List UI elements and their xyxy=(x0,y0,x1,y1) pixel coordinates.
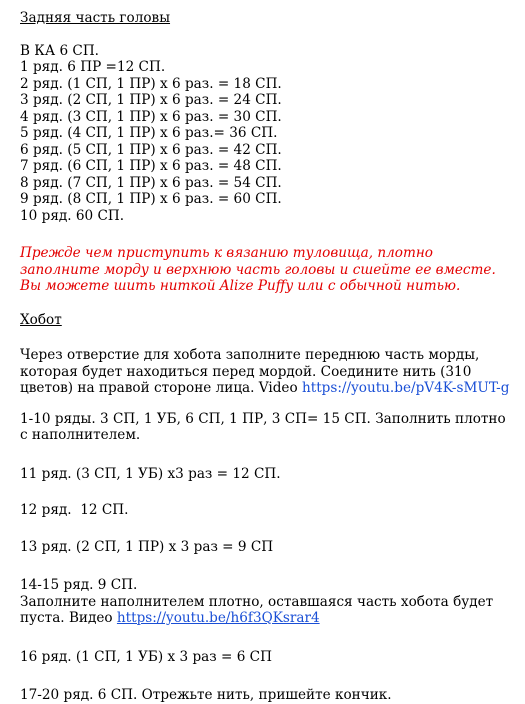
text-line: 2 ряд. (1 СП, 1 ПР) х 6 раз. = 18 СП. xyxy=(20,75,282,92)
trunk-intro-text: Через отверстие для хобота заполните переднюю часть морды, которая будет находиться перед мордой. Соедините нить (310 цветов) на правой стороне лица. Video xyxy=(20,347,480,396)
text-line: 3 ряд. (2 СП, 1 ПР) х 6 раз. = 24 СП. xyxy=(20,92,282,108)
trunk-rows-17-20: 17-20 ряд. 6 СП. Отрежьте нить, пришейте кончик. xyxy=(20,687,392,703)
text-line: 4 ряд. (3 СП, 1 ПР) х 6 раз. = 30 СП. xyxy=(20,108,282,125)
video-link-1[interactable]: https://youtu.be/pV4K-sMUT-g xyxy=(301,380,510,396)
trunk-row-13: 13 ряд. (2 СП, 1 ПР) х 3 раз = 9 СП xyxy=(20,538,274,555)
text-line: 6 ряд. (5 СП, 1 ПР) х 6 раз. = 42 СП. xyxy=(20,141,282,158)
text-line: 10 ряд. 60 СП. xyxy=(20,207,125,224)
trunk-intro xyxy=(20,347,510,397)
trunk-rows-14-15: 14-15 ряд. 9 СП. xyxy=(20,577,138,593)
trunk-fill-instruction xyxy=(20,594,510,627)
section-title-trunk: Хобот xyxy=(20,311,62,328)
trunk-row-11: 11 ряд. (3 СП, 1 УБ) х3 раз = 12 СП. xyxy=(20,465,281,482)
video-link-2[interactable]: https://youtu.be/h6f3QKsrar4 xyxy=(116,610,320,626)
back-of-head-rows xyxy=(20,43,510,225)
trunk-fill-text: Заполните наполнителем плотно, оставшаяся часть хобота будет пуста. Видео xyxy=(20,593,494,626)
text-line: 8 ряд. (7 СП, 1 ПР) х 6 раз. = 54 СП. xyxy=(20,174,282,191)
red-note: Прежде чем приступить к вязанию туловища, плотно заполните морду и верхнюю часть головы и сшейте ее вместе. Вы можете шить ниткой Alize Puffy или с обычной нитью. xyxy=(20,245,496,294)
text-line: 1 ряд. 6 ПР =12 СП. xyxy=(20,59,166,75)
section-title-back-of-head: Задняя часть головы xyxy=(20,10,171,26)
trunk-rows-1-10: 1-10 ряды. 3 СП, 1 УБ, 6 СП, 1 ПР, 3 СП= 15 СП. Заполнить плотно с наполнителем. xyxy=(20,410,506,443)
trunk-row-16: 16 ряд. (1 СП, 1 УБ) х 3 раз = 6 СП xyxy=(20,648,272,665)
document-page xyxy=(20,10,510,704)
text-line: 9 ряд. (8 СП, 1 ПР) х 6 раз. = 60 СП. xyxy=(20,191,282,207)
text-line: В КА 6 СП. xyxy=(20,42,99,59)
text-line: 5 ряд. (4 СП, 1 ПР) х 6 раз.= 36 СП. xyxy=(20,125,278,141)
trunk-row-12: 12 ряд. 12 СП. xyxy=(20,502,129,518)
text-line: 7 ряд. (6 СП, 1 ПР) х 6 раз. = 48 СП. xyxy=(20,158,282,174)
